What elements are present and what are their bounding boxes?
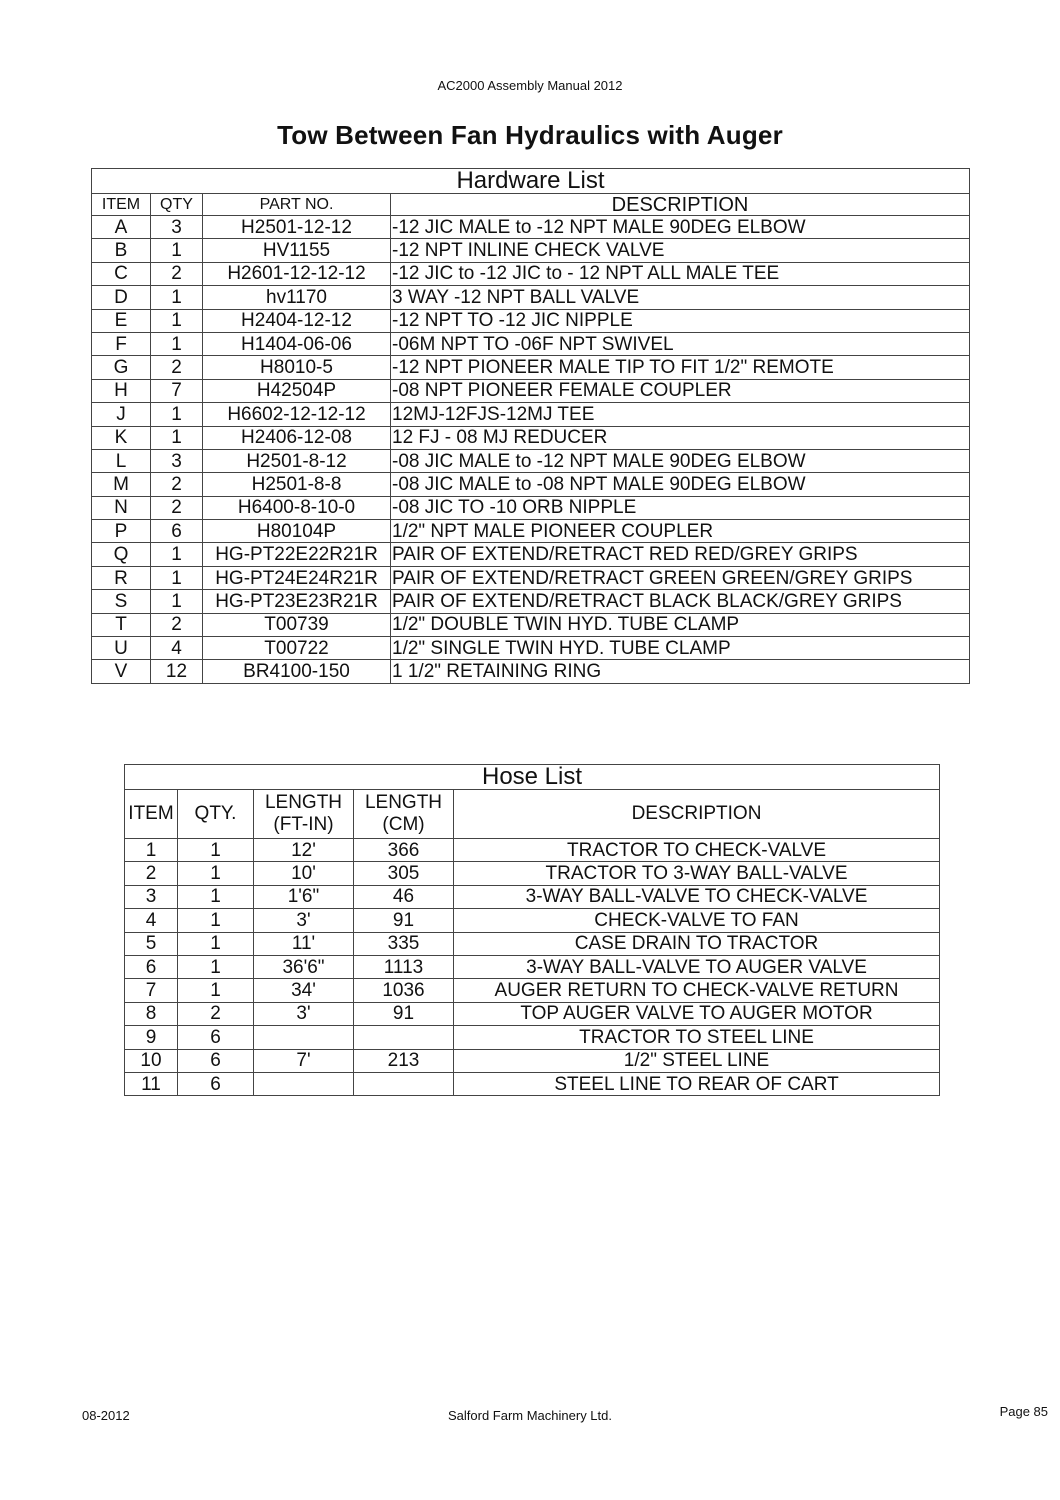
hardware-col-item: ITEM — [92, 194, 151, 216]
hardware-cell-qty: 1 — [151, 403, 203, 426]
hose-cell-length-cm: 1036 — [354, 979, 454, 1002]
hardware-cell-part-no: BR4100-150 — [203, 660, 391, 683]
hose-cell-length-cm: 335 — [354, 932, 454, 955]
hose-cell-qty: 1 — [178, 932, 254, 955]
hose-cell-length-ft-in: 3' — [254, 909, 354, 932]
hose-cell-qty: 1 — [178, 979, 254, 1002]
hose-cell-length-ft-in: 12' — [254, 839, 354, 862]
hose-cell-length-cm: 366 — [354, 839, 454, 862]
hardware-cell-part-no: hv1170 — [203, 286, 391, 309]
hardware-cell-qty: 1 — [151, 309, 203, 332]
hose-row — [125, 1026, 940, 1049]
hose-cell-description: TRACTOR TO STEEL LINE — [454, 1026, 940, 1049]
hardware-cell-qty: 12 — [151, 660, 203, 683]
hose-cell-length-cm: 305 — [354, 862, 454, 885]
hose-cell-length-ft-in: 36'6" — [254, 955, 354, 978]
hose-cell-item: 11 — [125, 1072, 178, 1095]
hardware-cell-part-no: H8010-5 — [203, 356, 391, 379]
hose-cell-qty: 1 — [178, 862, 254, 885]
hardware-cell-item: T — [92, 613, 151, 636]
hardware-cell-description: 12 FJ - 08 MJ REDUCER — [391, 426, 970, 449]
hardware-cell-qty: 1 — [151, 239, 203, 262]
hardware-cell-qty: 2 — [151, 613, 203, 636]
hose-cell-qty: 1 — [178, 885, 254, 908]
hardware-col-description: DESCRIPTION — [391, 194, 970, 216]
hardware-cell-qty: 1 — [151, 543, 203, 566]
hardware-cell-qty: 1 — [151, 426, 203, 449]
hose-list-caption: Hose List — [125, 765, 940, 790]
hardware-cell-item: S — [92, 590, 151, 613]
hose-col-length-ft-in-line: (FT-IN) — [273, 814, 334, 835]
hardware-cell-description: -12 JIC to -12 JIC to - 12 NPT ALL MALE TEE — [391, 262, 970, 285]
hardware-cell-item: G — [92, 356, 151, 379]
hardware-cell-part-no: H1404-06-06 — [203, 332, 391, 355]
hose-col-qty — [178, 790, 254, 839]
hose-cell-qty: 1 — [178, 955, 254, 978]
hardware-cell-item: D — [92, 286, 151, 309]
hardware-row — [92, 637, 970, 660]
hose-row — [125, 1072, 940, 1095]
hardware-cell-description: 12MJ-12FJS-12MJ TEE — [391, 403, 970, 426]
hardware-cell-item: R — [92, 566, 151, 589]
hardware-cell-description: -12 NPT INLINE CHECK VALVE — [391, 239, 970, 262]
hardware-cell-part-no: T00739 — [203, 613, 391, 636]
hose-list-table — [124, 764, 940, 1096]
hardware-cell-part-no: H6400-8-10-0 — [203, 496, 391, 519]
hardware-cell-part-no: HV1155 — [203, 239, 391, 262]
hose-cell-length-cm — [354, 1026, 454, 1049]
hardware-cell-part-no: H80104P — [203, 520, 391, 543]
hardware-cell-item: E — [92, 309, 151, 332]
hardware-row — [92, 379, 970, 402]
hose-col-description — [454, 790, 940, 839]
hose-cell-item: 2 — [125, 862, 178, 885]
hose-cell-description: 3-WAY BALL-VALVE TO CHECK-VALVE — [454, 885, 940, 908]
hardware-cell-description: -08 JIC TO -10 ORB NIPPLE — [391, 496, 970, 519]
hardware-cell-description: 1/2" SINGLE TWIN HYD. TUBE CLAMP — [391, 637, 970, 660]
hose-cell-item: 9 — [125, 1026, 178, 1049]
hose-row — [125, 979, 940, 1002]
hardware-cell-part-no: H6602-12-12-12 — [203, 403, 391, 426]
hardware-cell-item: H — [92, 379, 151, 402]
hose-cell-length-ft-in — [254, 1026, 354, 1049]
hardware-cell-description: PAIR OF EXTEND/RETRACT GREEN GREEN/GREY GRIPS — [391, 566, 970, 589]
hardware-list-body — [92, 216, 970, 684]
hardware-cell-description: 1/2" DOUBLE TWIN HYD. TUBE CLAMP — [391, 613, 970, 636]
hose-row — [125, 839, 940, 862]
hose-cell-length-cm: 91 — [354, 1002, 454, 1025]
hose-cell-length-cm: 46 — [354, 885, 454, 908]
hose-cell-length-ft-in: 7' — [254, 1049, 354, 1072]
hardware-cell-description: -08 JIC MALE to -12 NPT MALE 90DEG ELBOW — [391, 449, 970, 472]
hardware-row — [92, 403, 970, 426]
hardware-row — [92, 426, 970, 449]
hose-col-length-cm — [354, 790, 454, 839]
hardware-row — [92, 332, 970, 355]
hose-col-item-line: ITEM — [128, 803, 174, 825]
hardware-cell-item: C — [92, 262, 151, 285]
page-title: Tow Between Fan Hydraulics with Auger — [277, 120, 783, 150]
hose-row — [125, 955, 940, 978]
hardware-row — [92, 613, 970, 636]
hose-cell-item: 7 — [125, 979, 178, 1002]
hardware-cell-part-no: H2404-12-12 — [203, 309, 391, 332]
hardware-cell-item: F — [92, 332, 151, 355]
hardware-cell-description: -08 JIC MALE to -08 NPT MALE 90DEG ELBOW — [391, 473, 970, 496]
hose-col-length-ft-in — [254, 790, 354, 839]
hose-list-header-row — [125, 790, 940, 839]
hose-cell-item: 3 — [125, 885, 178, 908]
hardware-row — [92, 262, 970, 285]
hardware-cell-qty: 3 — [151, 216, 203, 239]
hose-cell-qty: 6 — [178, 1026, 254, 1049]
hose-cell-description: TRACTOR TO 3-WAY BALL-VALVE — [454, 862, 940, 885]
hose-row — [125, 909, 940, 932]
hardware-row — [92, 449, 970, 472]
hose-col-length-cm-line: (CM) — [382, 814, 425, 835]
hardware-cell-item: M — [92, 473, 151, 496]
hose-col-description-line: DESCRIPTION — [631, 803, 762, 825]
hardware-cell-item: B — [92, 239, 151, 262]
hardware-cell-item: P — [92, 520, 151, 543]
hose-cell-description: STEEL LINE TO REAR OF CART — [454, 1072, 940, 1095]
hardware-cell-part-no: H2406-12-08 — [203, 426, 391, 449]
hardware-cell-qty: 2 — [151, 262, 203, 285]
hose-cell-item: 10 — [125, 1049, 178, 1072]
hardware-cell-qty: 1 — [151, 286, 203, 309]
hose-row — [125, 862, 940, 885]
hose-cell-length-ft-in: 3' — [254, 1002, 354, 1025]
hardware-row — [92, 473, 970, 496]
hardware-row — [92, 286, 970, 309]
hardware-cell-part-no: H2601-12-12-12 — [203, 262, 391, 285]
hose-cell-item: 1 — [125, 839, 178, 862]
hardware-cell-item: A — [92, 216, 151, 239]
hose-list-body — [125, 839, 940, 1096]
hardware-cell-item: U — [92, 637, 151, 660]
hose-col-length-ft-in-line: LENGTH — [264, 792, 343, 814]
hardware-cell-item: V — [92, 660, 151, 683]
hardware-cell-part-no: T00722 — [203, 637, 391, 660]
hose-cell-length-ft-in: 11' — [254, 932, 354, 955]
hardware-cell-part-no: HG-PT23E23R21R — [203, 590, 391, 613]
hardware-row — [92, 660, 970, 683]
hardware-cell-qty: 7 — [151, 379, 203, 402]
hardware-col-qty: QTY — [151, 194, 203, 216]
hardware-cell-qty: 1 — [151, 590, 203, 613]
hose-cell-length-cm: 91 — [354, 909, 454, 932]
hardware-cell-description: 3 WAY -12 NPT BALL VALVE — [391, 286, 970, 309]
hardware-cell-description: -08 NPT PIONEER FEMALE COUPLER — [391, 379, 970, 402]
hardware-cell-item: K — [92, 426, 151, 449]
hardware-cell-qty: 3 — [151, 449, 203, 472]
hose-cell-description: 1/2" STEEL LINE — [454, 1049, 940, 1072]
hardware-col-part-no: PART NO. — [203, 194, 391, 216]
hose-row — [125, 932, 940, 955]
hose-col-qty-line: QTY. — [194, 803, 237, 825]
hose-cell-length-ft-in: 10' — [254, 862, 354, 885]
hose-cell-length-cm — [354, 1072, 454, 1095]
hardware-row — [92, 496, 970, 519]
hose-cell-item: 8 — [125, 1002, 178, 1025]
hose-row — [125, 1002, 940, 1025]
hardware-cell-part-no: HG-PT24E24R21R — [203, 566, 391, 589]
hardware-cell-item: L — [92, 449, 151, 472]
hardware-row — [92, 590, 970, 613]
hose-cell-qty: 6 — [178, 1072, 254, 1095]
hose-cell-item: 5 — [125, 932, 178, 955]
footer-company: Salford Farm Machinery Ltd. — [447, 1408, 612, 1423]
hose-cell-length-ft-in — [254, 1072, 354, 1095]
hardware-row — [92, 309, 970, 332]
hardware-list-table — [91, 168, 970, 684]
hardware-cell-part-no: H2501-12-12 — [203, 216, 391, 239]
hardware-cell-qty: 6 — [151, 520, 203, 543]
hardware-cell-part-no: HG-PT22E22R21R — [203, 543, 391, 566]
hose-cell-length-cm: 1113 — [354, 955, 454, 978]
running-header: AC2000 Assembly Manual 2012 — [437, 78, 623, 93]
hose-cell-description: TOP AUGER VALVE TO AUGER MOTOR — [454, 1002, 940, 1025]
hardware-cell-qty: 2 — [151, 473, 203, 496]
hardware-cell-part-no: H2501-8-8 — [203, 473, 391, 496]
hardware-cell-qty: 1 — [151, 332, 203, 355]
hardware-row — [92, 520, 970, 543]
hardware-row — [92, 216, 970, 239]
hardware-row — [92, 356, 970, 379]
hardware-cell-description: PAIR OF EXTEND/RETRACT BLACK BLACK/GREY GRIPS — [391, 590, 970, 613]
hardware-row — [92, 239, 970, 262]
hose-cell-description: CHECK-VALVE TO FAN — [454, 909, 940, 932]
hose-cell-qty: 1 — [178, 839, 254, 862]
hardware-cell-description: -12 NPT PIONEER MALE TIP TO FIT 1/2" REMOTE — [391, 356, 970, 379]
hose-cell-length-ft-in: 34' — [254, 979, 354, 1002]
hose-cell-description: CASE DRAIN TO TRACTOR — [454, 932, 940, 955]
footer-page-number: Page 85 — [999, 1404, 1048, 1419]
hose-cell-description: AUGER RETURN TO CHECK-VALVE RETURN — [454, 979, 940, 1002]
hardware-cell-item: N — [92, 496, 151, 519]
hose-cell-length-ft-in: 1'6" — [254, 885, 354, 908]
hardware-cell-part-no: H2501-8-12 — [203, 449, 391, 472]
hose-row — [125, 1049, 940, 1072]
hose-cell-length-cm: 213 — [354, 1049, 454, 1072]
hose-cell-qty: 1 — [178, 909, 254, 932]
hose-cell-description: 3-WAY BALL-VALVE TO AUGER VALVE — [454, 955, 940, 978]
hardware-cell-description: PAIR OF EXTEND/RETRACT RED RED/GREY GRIPS — [391, 543, 970, 566]
hardware-cell-qty: 1 — [151, 566, 203, 589]
hose-row — [125, 885, 940, 908]
hardware-cell-description: -12 JIC MALE to -12 NPT MALE 90DEG ELBOW — [391, 216, 970, 239]
hardware-list-caption: Hardware List — [92, 169, 970, 194]
hardware-cell-item: Q — [92, 543, 151, 566]
hardware-row — [92, 566, 970, 589]
hose-cell-qty: 6 — [178, 1049, 254, 1072]
hose-col-length-cm-line: LENGTH — [364, 792, 443, 814]
hardware-cell-description: 1 1/2" RETAINING RING — [391, 660, 970, 683]
hardware-cell-qty: 2 — [151, 496, 203, 519]
hardware-cell-item: J — [92, 403, 151, 426]
hardware-cell-description: 1/2" NPT MALE PIONEER COUPLER — [391, 520, 970, 543]
hardware-row — [92, 543, 970, 566]
hose-cell-item: 6 — [125, 955, 178, 978]
hose-cell-qty: 2 — [178, 1002, 254, 1025]
hardware-cell-qty: 2 — [151, 356, 203, 379]
hardware-cell-description: -06M NPT TO -06F NPT SWIVEL — [391, 332, 970, 355]
hose-cell-item: 4 — [125, 909, 178, 932]
hardware-cell-qty: 4 — [151, 637, 203, 660]
hose-cell-description: TRACTOR TO CHECK-VALVE — [454, 839, 940, 862]
hose-col-item — [125, 790, 178, 839]
footer-date: 08-2012 — [82, 1408, 130, 1423]
hardware-cell-part-no: H42504P — [203, 379, 391, 402]
hardware-cell-description: -12 NPT TO -12 JIC NIPPLE — [391, 309, 970, 332]
